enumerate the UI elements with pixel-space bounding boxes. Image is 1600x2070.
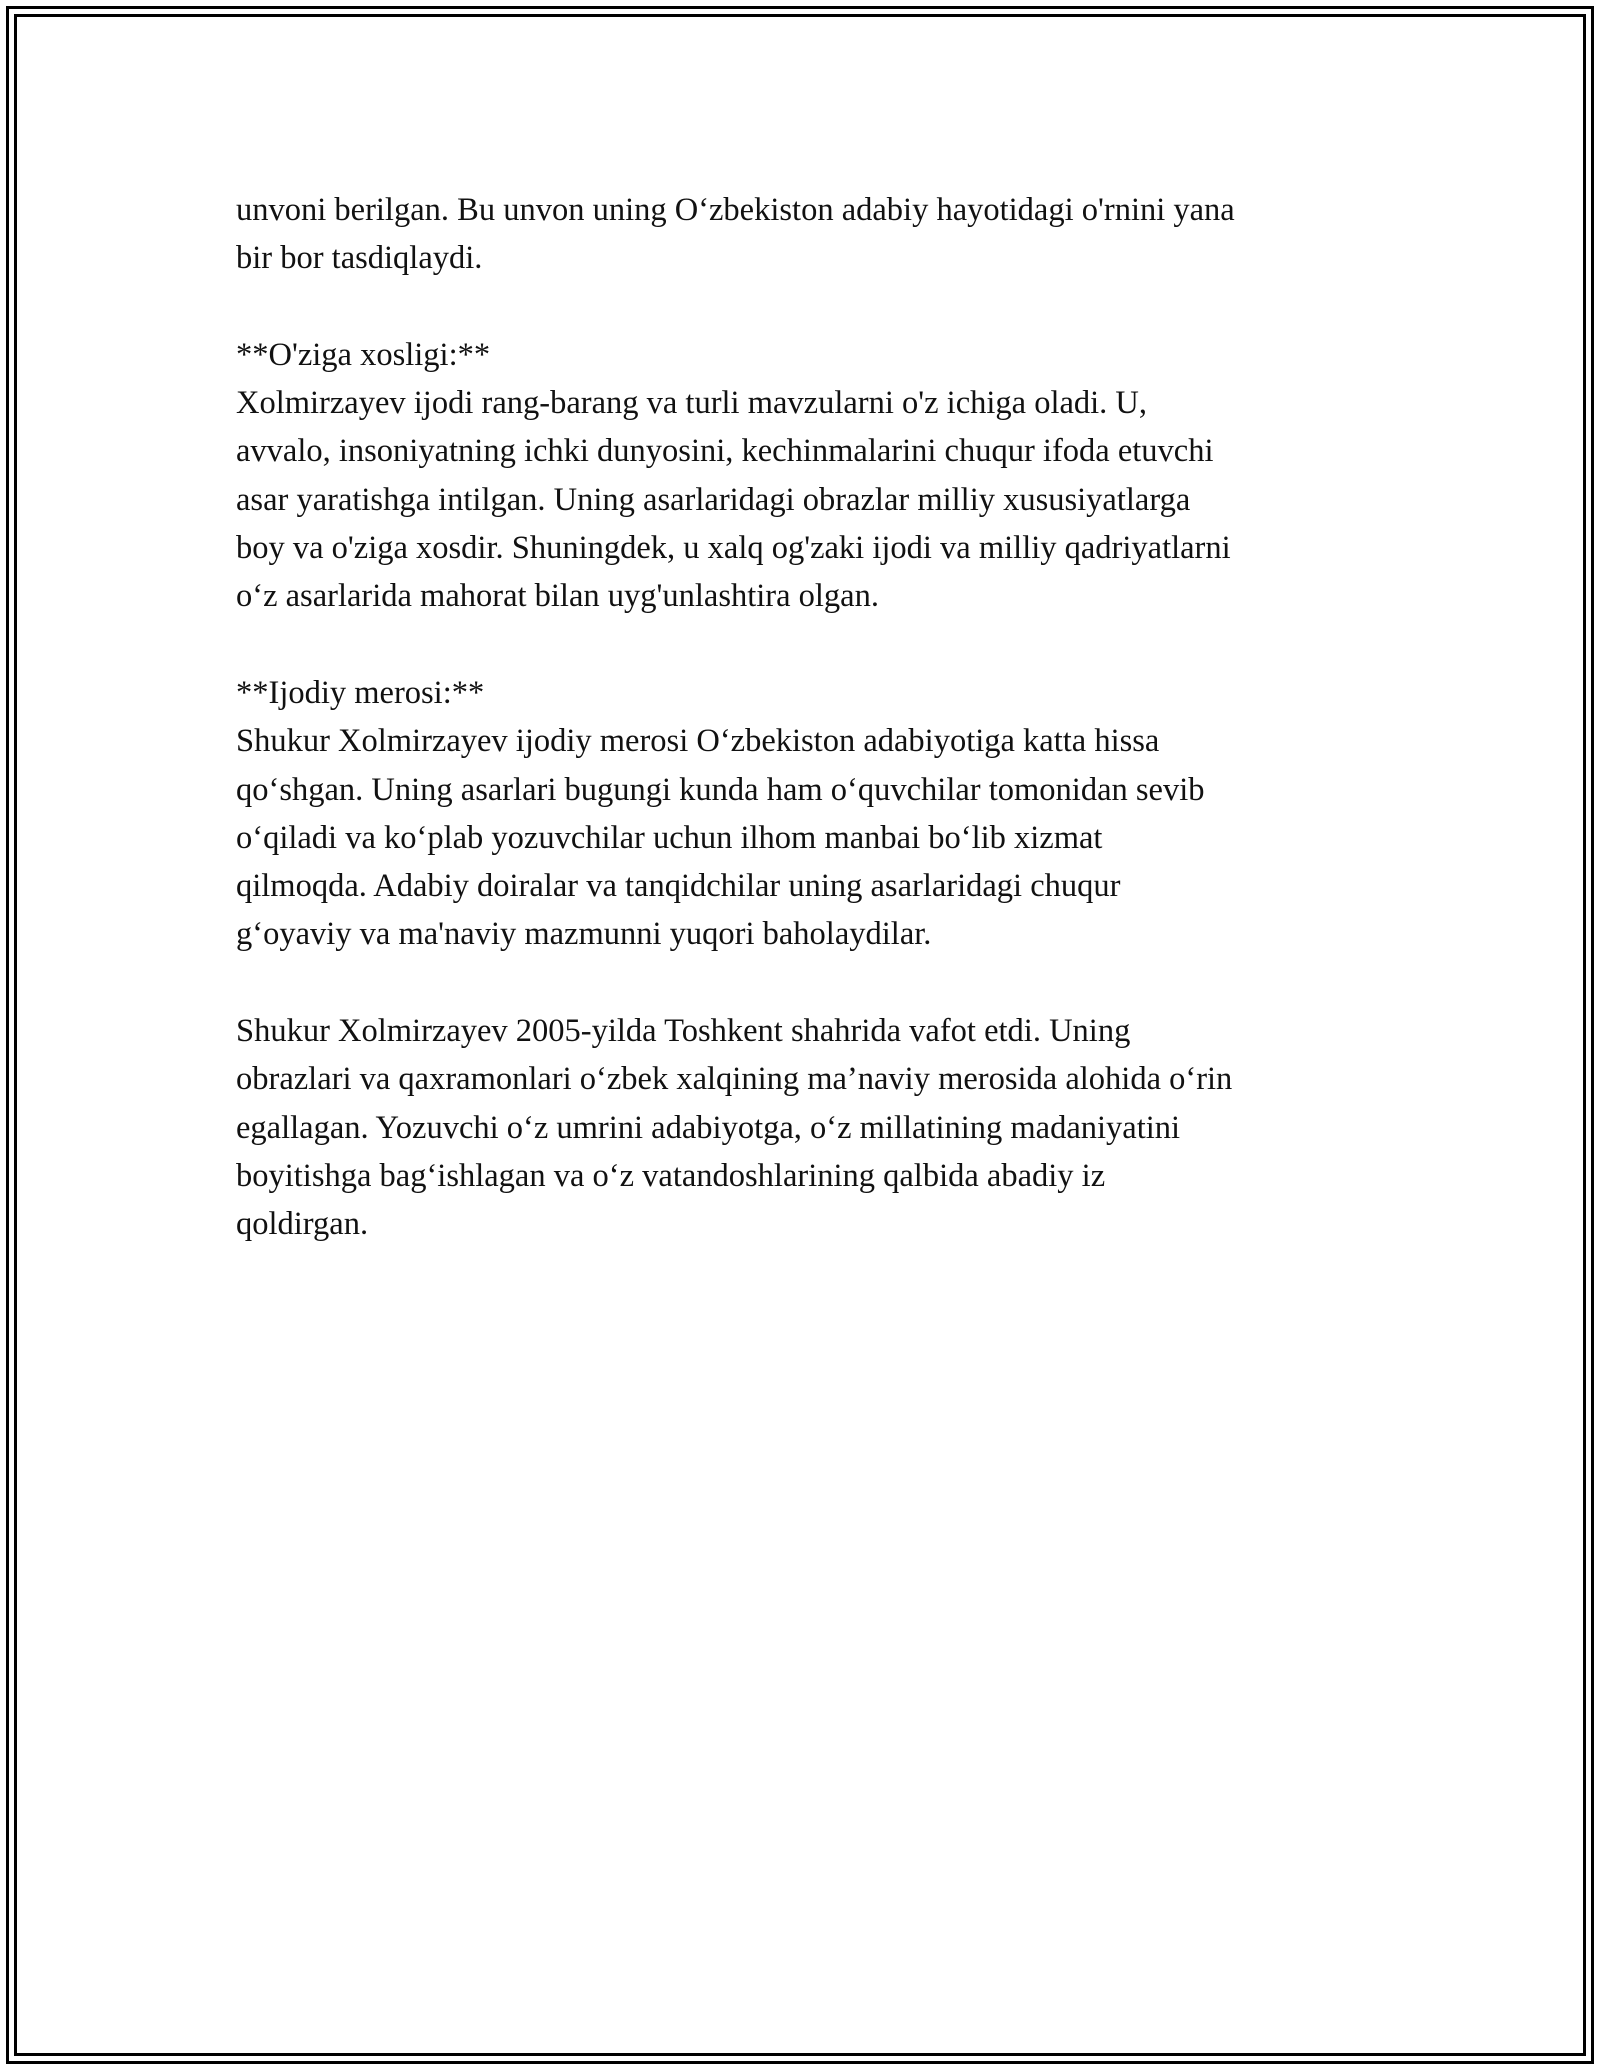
paragraph-line: asar yaratishga intilgan. Uning asarlaridagi obrazlar milliy xususiyatlarga [236,481,1191,518]
paragraph-line: egallagan. Yozuvchi o‘z umrini adabiyotga, o‘z millatining madaniyatini [236,1109,1181,1146]
paragraph-line: boyitishga bag‘ishlagan va o‘z vatandoshlarining qalbida abadiy iz [236,1157,1106,1194]
paragraph-line: o‘qiladi va ko‘plab yozuvchilar uchun ilhom manbai bo‘lib xizmat [236,819,1103,856]
section-heading-ijodiy-merosi: **Ijodiy merosi:** [236,674,485,711]
paragraph-line: boy va o'ziga xosdir. Shuningdek, u xalq og'zaki ijodi va milliy qadriyatlarni [236,530,1231,567]
paragraph-line: g‘oyaviy va ma'naviy mazmunni yuqori baholaydilar. [236,916,932,953]
paragraph-gap [236,959,1376,1007]
paragraph-gap [236,621,1376,669]
paragraph-line: Shukur Xolmirzayev 2005-yilda Toshkent shahrida vafot etdi. Uning [236,1013,1131,1050]
paragraph-line: Shukur Xolmirzayev ijodiy merosi O‘zbekiston adabiyotiga katta hissa [236,723,1160,760]
paragraph-gap [236,283,1376,331]
paragraph-line: qilmoqda. Adabiy doiralar va tanqidchilar uning asarlaridagi chuqur [236,868,1121,905]
paragraph-line: Xolmirzayev ijodi rang-barang va turli mavzularni o'z ichiga oladi. U, [236,385,1148,422]
paragraph-line: avvalo, insoniyatning ichki dunyosini, kechinmalarini chuqur ifoda etuvchi [236,433,1214,470]
document-body [236,186,1376,1249]
paragraph-line: unvoni berilgan. Bu unvon uning O‘zbekiston adabiy hayotidagi o'rnini yana [236,192,1235,228]
paragraph-line: bir bor tasdiqlaydi. [236,240,483,277]
section-heading-ozigа-xosligi: **O'ziga xosligi:** [236,336,491,373]
paragraph-line: o‘z asarlarida mahorat bilan uyg'unlashtira olgan. [236,578,879,615]
paragraph-line: obrazlari va qaxramonlari o‘zbek xalqining ma’naviy merosida alohida o‘rin [236,1061,1233,1098]
paragraph-line: qo‘shgan. Uning asarlari bugungi kunda ham o‘quvchilar tomonidan sevib [236,771,1205,808]
paragraph-line: qoldirgan. [236,1206,369,1243]
